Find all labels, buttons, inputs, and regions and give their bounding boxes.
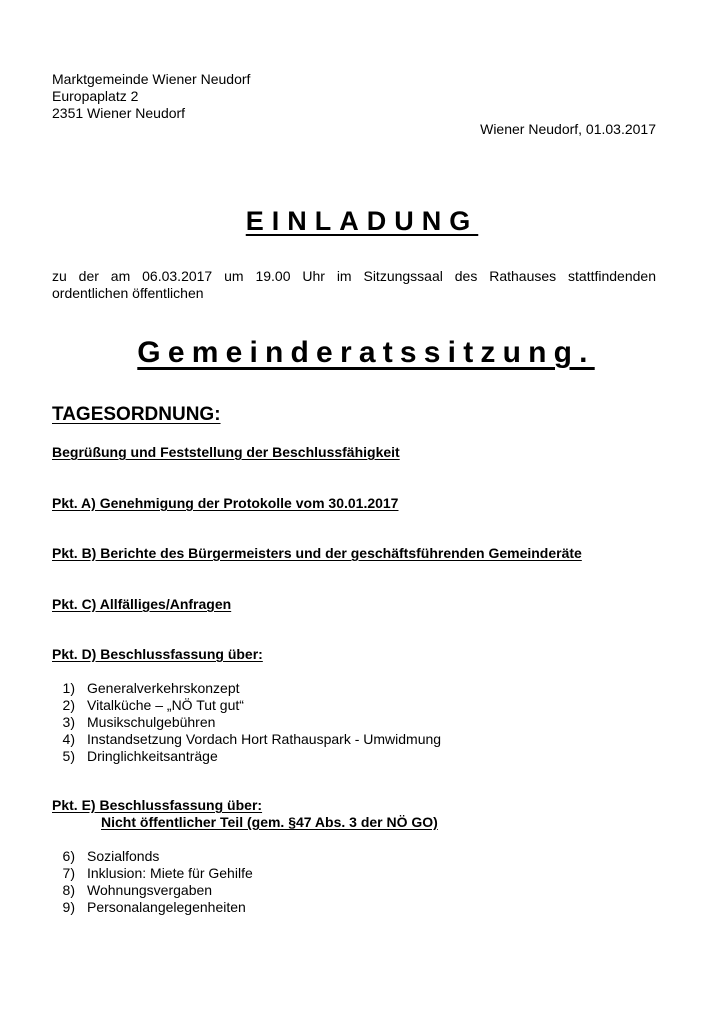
sender-address bbox=[52, 71, 250, 122]
intro-line-2: ordentlichen öffentlichen bbox=[52, 285, 204, 301]
meeting-title: Gemeinderatssitzung. bbox=[137, 336, 595, 369]
list-item-number: 6) bbox=[62, 848, 75, 864]
list-item-text: Generalverkehrskonzept bbox=[87, 680, 240, 696]
place-date: Wiener Neudorf, 01.03.2017 bbox=[480, 121, 656, 137]
list-item-number: 3) bbox=[62, 714, 75, 730]
list-item-text: Musikschulgebühren bbox=[87, 714, 216, 730]
list-item-number: 1) bbox=[62, 680, 75, 696]
list-item-text: Vitalküche – „NÖ Tut gut“ bbox=[87, 697, 244, 713]
agenda-item-e: Pkt. E) Beschlussfassung über: bbox=[52, 797, 263, 813]
list-item-text: Dringlichkeitsanträge bbox=[87, 748, 218, 764]
list-item-number: 5) bbox=[62, 748, 75, 764]
document-title: EINLADUNG bbox=[245, 206, 479, 236]
agenda-item-welcome: Begrüßung und Feststellung der Beschlussfähigkeit bbox=[52, 444, 400, 460]
list-item-number: 2) bbox=[62, 697, 75, 713]
agenda-item-c: Pkt. C) Allfälliges/Anfragen bbox=[52, 596, 232, 612]
list-item-number: 9) bbox=[62, 899, 75, 915]
list-item-text: Wohnungsvergaben bbox=[87, 882, 213, 898]
intro-text bbox=[52, 268, 656, 302]
list-item-text: Sozialfonds bbox=[87, 848, 160, 864]
list-item-number: 4) bbox=[62, 731, 75, 747]
agenda-item-a: Pkt. A) Genehmigung der Protokolle vom 30.01.2017 bbox=[52, 495, 399, 511]
list-item-text: Instandsetzung Vordach Hort Rathauspark - Umwidmung bbox=[87, 731, 442, 747]
intro-line-1: zu der am 06.03.2017 um 19.00 Uhr im Sitzungssaal des Rathauses stattfindenden bbox=[52, 268, 656, 284]
sender-street: Europaplatz 2 bbox=[52, 88, 139, 104]
agenda-heading: TAGESORDNUNG: bbox=[52, 404, 221, 425]
list-item-number: 7) bbox=[62, 865, 75, 881]
agenda-item-d: Pkt. D) Beschlussfassung über: bbox=[52, 646, 263, 662]
sender-city: 2351 Wiener Neudorf bbox=[52, 105, 186, 121]
list-item-text: Inklusion: Miete für Gehilfe bbox=[87, 865, 253, 881]
list-item-number: 8) bbox=[62, 882, 75, 898]
list-item-text: Personalangelegenheiten bbox=[87, 899, 246, 915]
agenda-item-b: Pkt. B) Berichte des Bürgermeisters und der geschäftsführenden Gemeinderäte bbox=[52, 545, 582, 561]
agenda-item-e-subtitle: Nicht öffentlicher Teil (gem. §47 Abs. 3 der NÖ GO) bbox=[101, 814, 438, 830]
sender-name: Marktgemeinde Wiener Neudorf bbox=[52, 71, 251, 87]
